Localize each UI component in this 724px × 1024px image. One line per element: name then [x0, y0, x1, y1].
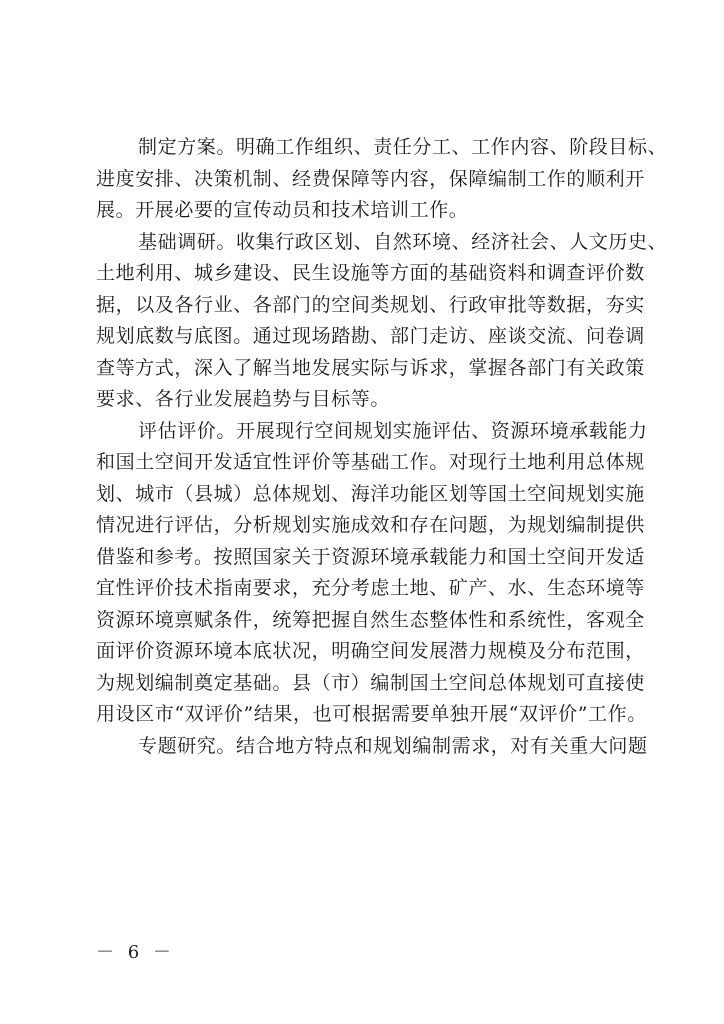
text-line: 和国土空间开发适宜性评价等基础工作。对现行土地利用总体规: [96, 451, 645, 473]
text-line: 展。开展必要的宣传动员和技术培训工作。: [96, 199, 469, 221]
page-number: － 6 －: [96, 942, 175, 963]
body-text: [96, 132, 668, 762]
text-line: 情况进行评估，分析规划实施成效和存在问题，为规划编制提供: [96, 514, 645, 536]
text-line: 为规划编制奠定基础。县（市）编制国土空间总体规划可直接使: [96, 671, 645, 694]
text-line: 进度安排、决策机制、经费保障等内容，保障编制工作的顺利开: [96, 167, 645, 190]
text-line: 专题研究。结合地方特点和规划编制需求，对有关重大问题: [138, 734, 648, 757]
text-line: 基础调研。收集行政区划、自然环境、经济社会、人文历史、: [138, 230, 668, 253]
text-line: 规划底数与底图。通过现场踏勘、部门走访、座谈交流、问卷调: [96, 325, 645, 347]
text-line: 查等方式，深入了解当地发展实际与诉求，掌握各部门有关政策: [96, 356, 645, 379]
text-line: 宜性评价技术指南要求，充分考虑土地、矿产、水、生态环境等: [96, 577, 645, 599]
text-line: 评估评价。开展现行空间规划实施评估、资源环境承载能力: [138, 419, 648, 442]
text-line: 据，以及各行业、各部门的空间类规划、行政审批等数据，夯实: [96, 293, 645, 316]
text-line: 划、城市（县城）总体规划、海洋功能区划等国土空间规划实施: [96, 482, 645, 505]
text-line: 面评价资源环境本底状况，明确空间发展潜力规模及分布范围，: [96, 640, 645, 662]
text-line: 制定方案。明确工作组织、责任分工、工作内容、阶段目标、: [138, 136, 668, 158]
text-line: 土地利用、城乡建设、民生设施等方面的基础资料和调查评价数: [96, 262, 645, 284]
text-line: 资源环境禀赋条件，统筹把握自然生态整体性和系统性，客观全: [96, 608, 645, 631]
text-line: 借鉴和参考。按照国家关于资源环境承载能力和国土空间开发适: [96, 545, 645, 568]
text-line: 用设区市“双评价”结果，也可根据需要单独开展“双评价”工作。: [96, 703, 647, 725]
text-line: 要求、各行业发展趋势与目标等。: [96, 388, 391, 410]
